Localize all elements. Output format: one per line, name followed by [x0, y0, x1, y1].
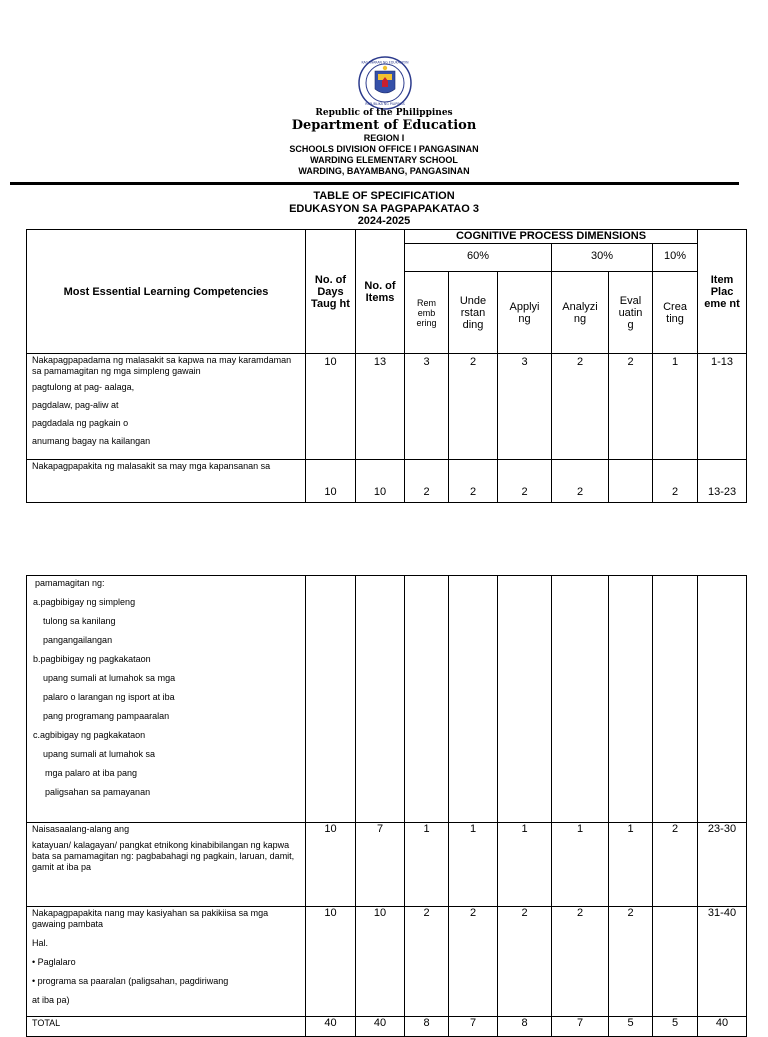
total-remembering: 8 — [405, 1017, 449, 1037]
competency-text: Nakapagpapakita nang may kasiyahan sa pakikiisa sa mga gawaing pambata — [32, 908, 269, 929]
doc-title: TABLE OF SPECIFICATION — [313, 190, 455, 202]
competency-text: Nakapagpapadama ng malasakit sa kapwa na may karamdaman sa pamamagitan ng mga simpleng gawain — [32, 355, 292, 376]
header-understanding: Unde rstan ding — [449, 272, 498, 354]
deped-seal-logo — [358, 56, 412, 110]
days-cell: 10 — [306, 354, 356, 460]
total-understanding: 7 — [449, 1017, 498, 1037]
competency-text: paligsahan sa pamayanan — [45, 787, 151, 797]
competency-text: katayuan/ kalagayan/ pangkat etnikong kinabibilangan ng kapwa bata sa pamamagitan ng: pagbabahagi ng pagkain, laruan, damit, gamit at iba pa — [32, 840, 295, 872]
competency-text: pagdadala ng pagkain o — [32, 418, 129, 428]
pct-30: 30% — [552, 244, 653, 272]
placement-cell: 1-13 — [698, 354, 747, 460]
header-evaluating: Eval uatin g — [609, 272, 653, 354]
competency-text: palaro o larangan ng isport at iba — [43, 692, 175, 702]
competency-cell — [27, 460, 306, 503]
placement-cell: 13-23 — [698, 460, 747, 503]
doc-year: 2024-2025 — [357, 215, 411, 227]
items-cell: 10 — [356, 907, 405, 1017]
placement-cell: 31-40 — [698, 907, 747, 1017]
competency-text: • Paglalaro — [32, 957, 76, 967]
header-divider — [10, 182, 739, 185]
table-row — [27, 460, 747, 503]
department-name: Department of Education — [291, 118, 477, 133]
header-cognitive: COGNITIVE PROCESS DIMENSIONS — [405, 230, 698, 244]
competency-text: upang sumali at lumahok sa mga — [43, 673, 176, 683]
total-label: TOTAL — [27, 1017, 306, 1037]
remembering-cell: 1 — [405, 823, 449, 907]
remembering-cell: 2 — [405, 460, 449, 503]
analyzing-cell: 2 — [552, 354, 609, 460]
competency-text: pamamagitan ng: — [35, 578, 105, 588]
pct-60: 60% — [405, 244, 552, 272]
table-row — [27, 354, 747, 460]
competency-text: • programa sa paaralan (paligsahan, pagdiriwang — [32, 976, 229, 986]
evaluating-cell: 1 — [609, 823, 653, 907]
days-cell: 10 — [306, 823, 356, 907]
evaluating-cell: 2 — [609, 907, 653, 1017]
table-row — [27, 907, 747, 1017]
total-evaluating: 5 — [609, 1017, 653, 1037]
understanding-cell: 2 — [449, 354, 498, 460]
days-cell: 10 — [306, 907, 356, 1017]
understanding-cell: 2 — [449, 907, 498, 1017]
creating-cell: 2 — [653, 823, 698, 907]
address-line: WARDING, BAYAMBANG, PANGASINAN — [298, 166, 470, 176]
competency-text: Hal. — [32, 938, 49, 948]
header-competencies: Most Essential Learning Competencies — [27, 230, 306, 354]
remembering-cell: 2 — [405, 907, 449, 1017]
analyzing-cell: 1 — [552, 823, 609, 907]
competency-text: anumang bagay na kailangan — [32, 436, 151, 446]
creating-cell — [653, 907, 698, 1017]
region-line: REGION I — [363, 133, 405, 143]
items-cell: 7 — [356, 823, 405, 907]
items-cell: 13 — [356, 354, 405, 460]
header-applying: Applyi ng — [498, 272, 552, 354]
division-line: SCHOOLS DIVISION OFFICE I PANGASINAN — [289, 144, 479, 154]
competency-cell — [27, 823, 306, 907]
evaluating-cell: 2 — [609, 354, 653, 460]
header-remembering: Rem emb ering — [405, 272, 449, 354]
evaluating-cell — [609, 460, 653, 503]
pct-10: 10% — [653, 244, 698, 272]
applying-cell: 3 — [498, 354, 552, 460]
understanding-cell: 1 — [449, 823, 498, 907]
applying-cell: 2 — [498, 460, 552, 503]
competency-text: pangangailangan — [43, 635, 113, 645]
total-row — [27, 1017, 747, 1037]
school-line: WARDING ELEMENTARY SCHOOL — [310, 155, 458, 165]
table-row — [27, 823, 747, 907]
header-items: No. of Items — [356, 230, 405, 354]
svg-text:REPUBLIKA NG PILIPINAS: REPUBLIKA NG PILIPINAS — [365, 102, 405, 106]
doc-subject: EDUKASYON SA PAGPAPAKATAO 3 — [289, 203, 479, 215]
competency-text: mga palaro at iba pang — [45, 768, 138, 778]
competency-text: Naisasaalang-alang ang — [32, 824, 130, 834]
header-analyzing: Analyzi ng — [552, 272, 609, 354]
analyzing-cell: 2 — [552, 907, 609, 1017]
placement-cell: 23-30 — [698, 823, 747, 907]
remembering-cell: 3 — [405, 354, 449, 460]
total-days: 40 — [306, 1017, 356, 1037]
competency-text: c.agbibigay ng pagkakataon — [33, 730, 146, 740]
header-creating: Crea ting — [653, 272, 698, 354]
understanding-cell: 2 — [449, 460, 498, 503]
competency-text: pagdalaw, pag-aliw at — [32, 400, 119, 410]
competency-text: pagtulong at pag- aalaga, — [32, 382, 135, 392]
competency-text: Nakapagpapakita ng malasakit sa may mga kapansanan sa — [32, 461, 271, 471]
applying-cell: 2 — [498, 907, 552, 1017]
items-cell: 10 — [356, 460, 405, 503]
competency-cell — [27, 907, 306, 1017]
competency-text: b.pagbibigay ng pagkakataon — [33, 654, 151, 664]
competency-text: tulong sa kanilang — [43, 616, 116, 626]
competency-text: pang programang pampaaralan — [43, 711, 170, 721]
tos-table-page1 — [26, 229, 747, 503]
header-placement: Item Plac eme nt — [698, 230, 747, 354]
tos-table-page2 — [26, 575, 747, 1037]
svg-text:KAGAWARAN NG EDUKASYON: KAGAWARAN NG EDUKASYON — [361, 60, 409, 65]
competency-text: upang sumali at lumahok sa — [43, 749, 156, 759]
total-creating: 5 — [653, 1017, 698, 1037]
competency-cell — [27, 576, 306, 823]
total-applying: 8 — [498, 1017, 552, 1037]
competency-text: a.pagbibigay ng simpleng — [33, 597, 136, 607]
competency-text: at iba pa) — [32, 995, 70, 1005]
analyzing-cell: 2 — [552, 460, 609, 503]
creating-cell: 1 — [653, 354, 698, 460]
total-analyzing: 7 — [552, 1017, 609, 1037]
creating-cell: 2 — [653, 460, 698, 503]
competency-cell — [27, 354, 306, 460]
header-days: No. of Days Taug ht — [306, 230, 356, 354]
republic-line: Republic of the Philippines — [315, 108, 453, 118]
total-placement: 40 — [698, 1017, 747, 1037]
applying-cell: 1 — [498, 823, 552, 907]
total-items: 40 — [356, 1017, 405, 1037]
table-row — [27, 576, 747, 823]
days-cell: 10 — [306, 460, 356, 503]
